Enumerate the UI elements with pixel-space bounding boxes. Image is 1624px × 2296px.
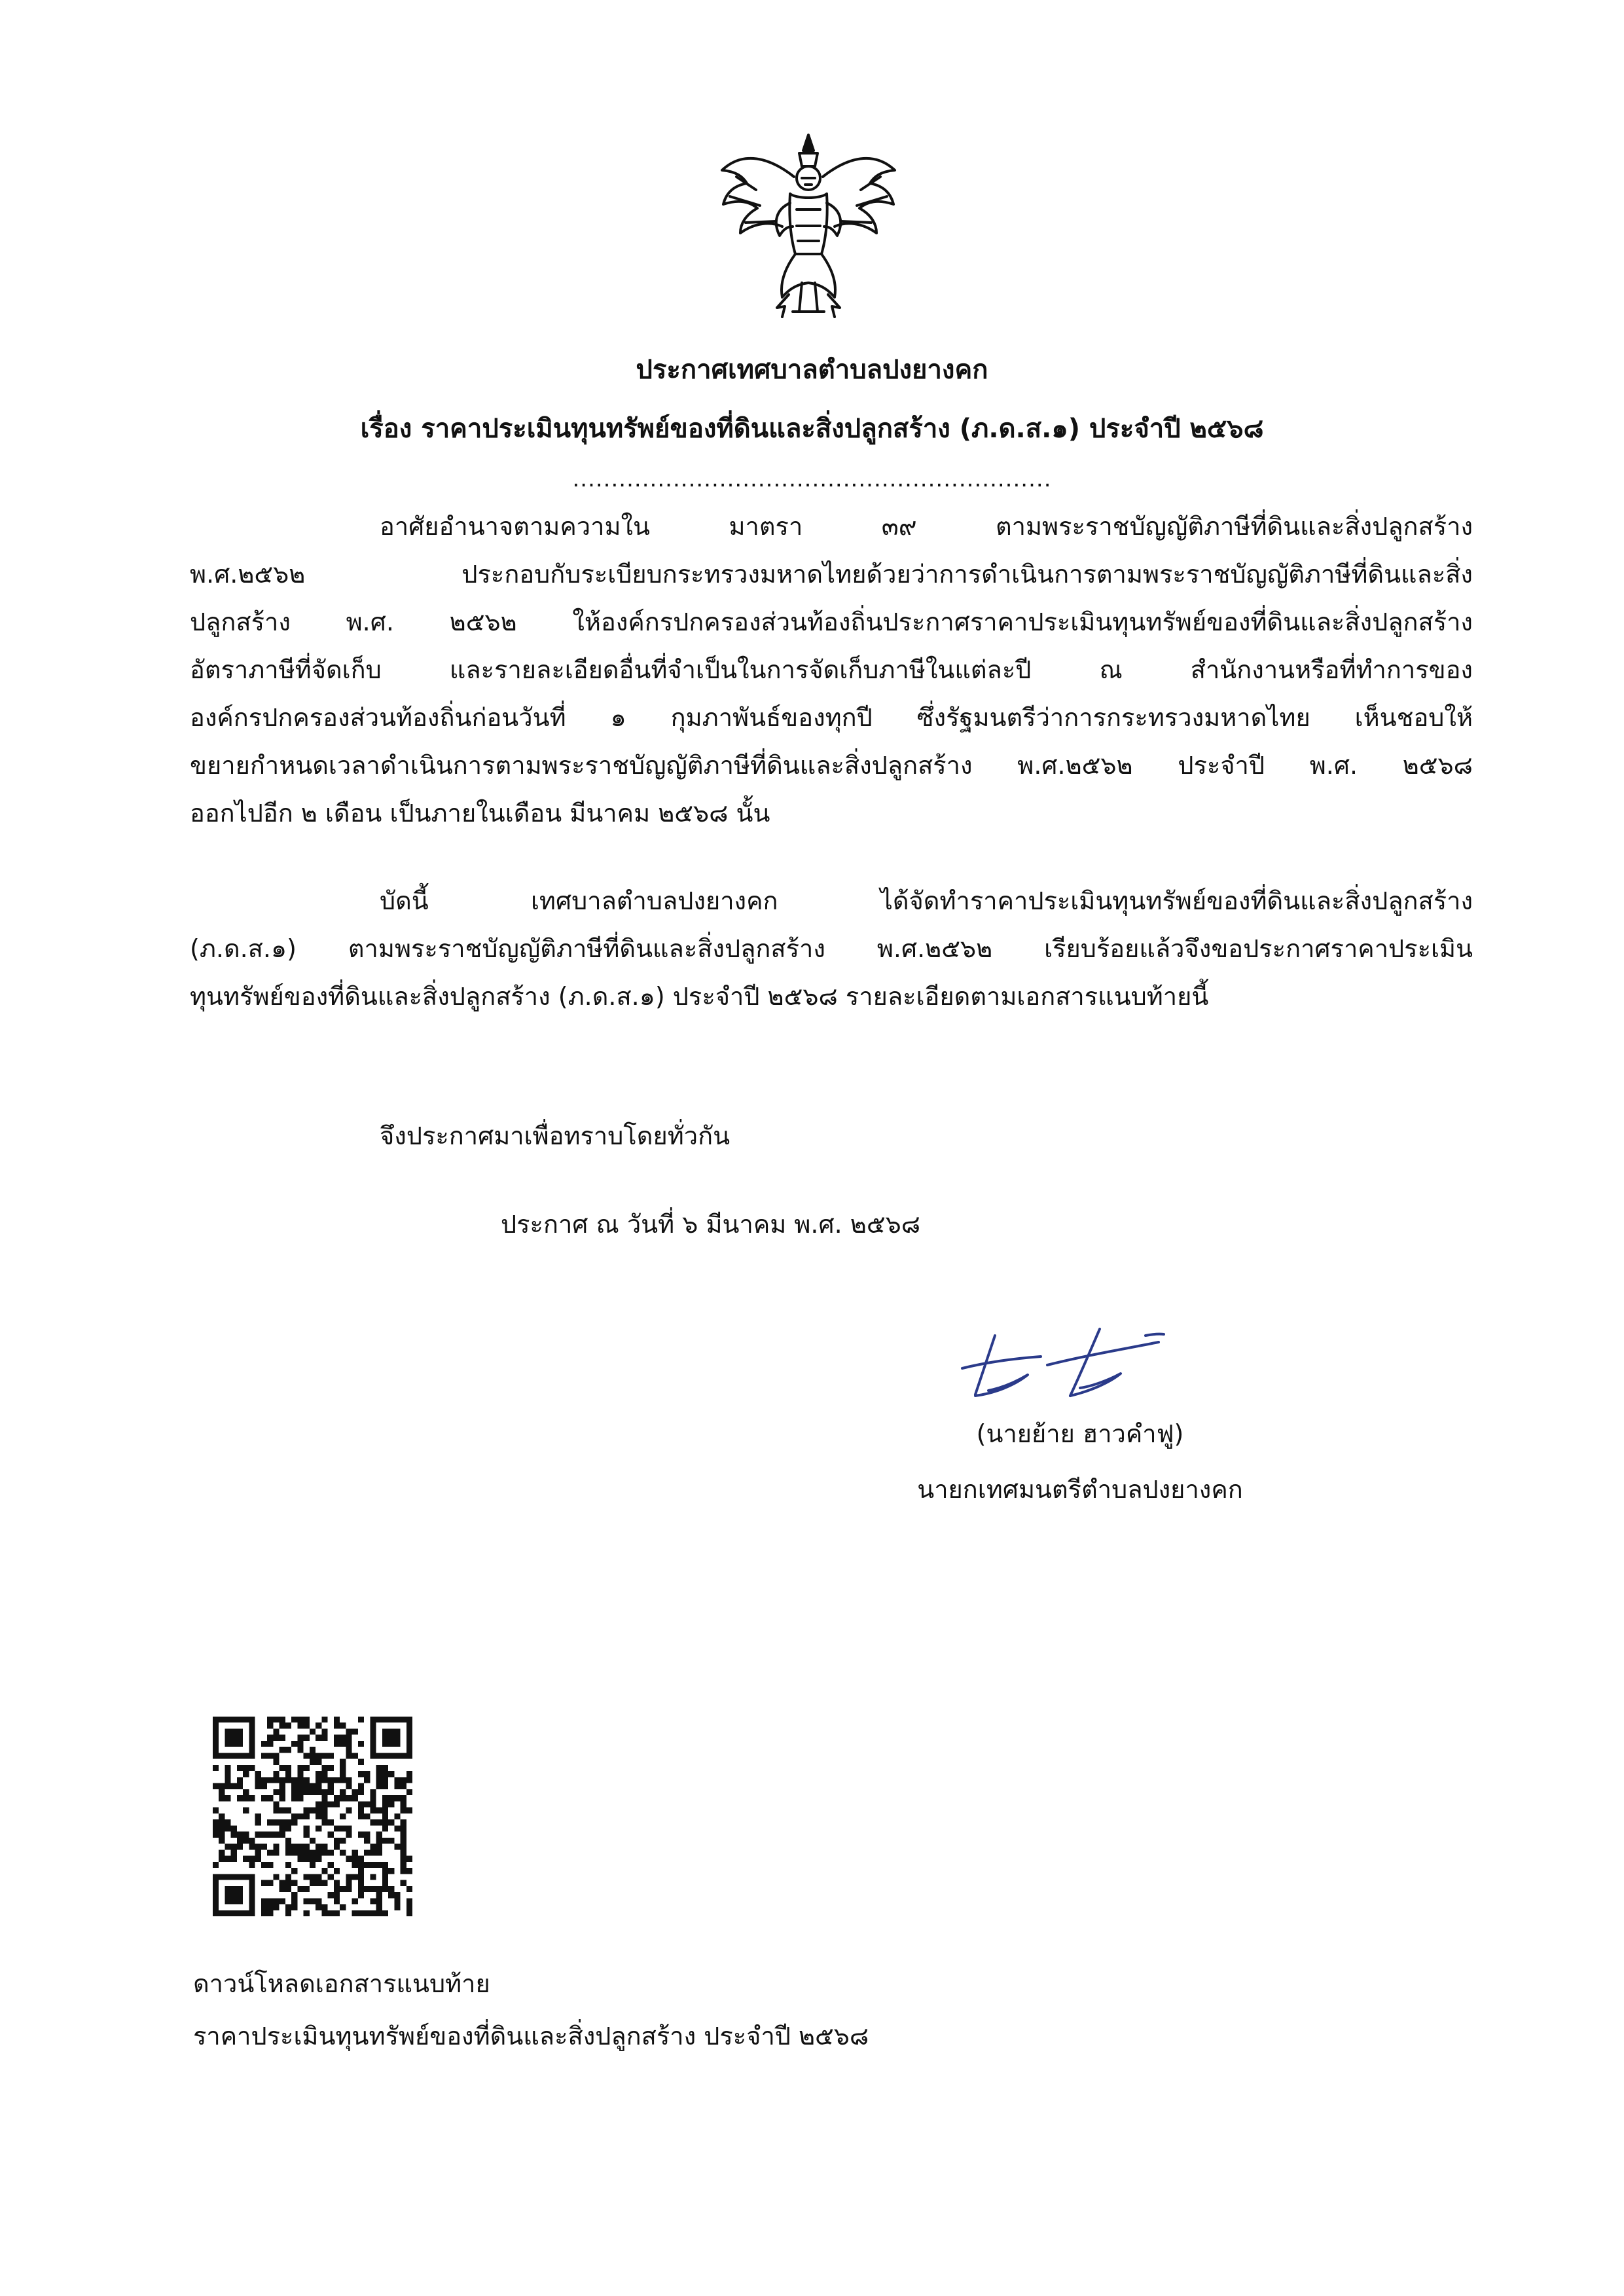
qr-code[interactable] [213,1717,412,1916]
paragraph-line: อาศัยอำนาจตามความใน มาตรา ๓๙ ตามพระราชบัญญัติภาษีที่ดินและสิ่งปลูกสร้าง [380,512,1473,541]
paragraph-announcement [190,877,1473,1021]
announcement-date: ประกาศ ณ วันที่ ๖ มีนาคม พ.ศ. ๒๕๖๘ [501,1210,921,1239]
garuda-emblem-icon [717,131,900,321]
paragraph-line: บัดนี้ เทศบาลตำบลปงยางคก ได้จัดทำราคาประเมินทุนทรัพย์ของที่ดินและสิ่งปลูกสร้าง [380,886,1473,915]
paragraph-line: ทุนทรัพย์ของที่ดินและสิ่งปลูกสร้าง (ภ.ด.ส.๑) ประจำปี ๒๕๖๘ รายละเอียดตามเอกสารแนบท้ายนี้ [190,982,1209,1011]
download-section [193,1958,869,2062]
signer-name: (นายย้าย ฮาวคำฟู) [976,1419,1184,1448]
signer-title: นายกเทศมนตรีตำบลปงยางคก [917,1475,1243,1504]
paragraph-line: (ภ.ด.ส.๑) ตามพระราชบัญญัติภาษีที่ดินและสิ่งปลูกสร้าง พ.ศ.๒๕๖๒ เรียบร้อยแล้วจึงขอประกาศราคาประเมิน [190,934,1473,963]
handwritten-signature [949,1322,1185,1414]
download-description: ราคาประเมินทุนทรัพย์ของที่ดินและสิ่งปลูกสร้าง ประจำปี ๒๕๖๘ [193,2022,869,2050]
closing-statement: จึงประกาศมาเพื่อทราบโดยทั่วกัน [380,1121,731,1150]
paragraph-line: อัตราภาษีที่จัดเก็บ และรายละเอียดอื่นที่จำเป็นในการจัดเก็บภาษีในแต่ละปี ณ สำนักงานหรือที่ทำการของ [190,655,1473,684]
paragraph-authority [190,503,1473,837]
paragraph-line: องค์กรปกครองส่วนท้องถิ่นก่อนวันที่ ๑ กุมภาพันธ์ของทุกปี ซึ่งรัฐมนตรีว่าการกระทรวงมหาดไทย เห็นชอบให้ [190,703,1473,732]
announcement-title: ประกาศเทศบาลตำบลปงยางคก [636,355,988,385]
download-label: ดาวน์โหลดเอกสารแนบท้าย [193,1969,490,1998]
paragraph-line: ปลูกสร้าง พ.ศ. ๒๕๖๒ ให้องค์กรปกครองส่วนท้องถิ่นประกาศราคาประเมินทุนทรัพย์ของที่ดินและสิ่งปลูกสร้าง [190,608,1473,636]
paragraph-line: พ.ศ.๒๕๖๒ ประกอบกับระเบียบกระทรวงมหาดไทยด้วยว่าการดำเนินการตามพระราชบัญญัติภาษีที่ดินและสิ่ง [190,560,1473,589]
paragraph-line: ขยายกำหนดเวลาดำเนินการตามพระราชบัญญัติภาษีที่ดินและสิ่งปลูกสร้าง พ.ศ.๒๕๖๒ ประจำปี พ.ศ. ๒๕๖๘ [190,751,1473,780]
title-separator: .............................................................. [572,466,1052,492]
paragraph-line: ออกไปอีก ๒ เดือน เป็นภายในเดือน มีนาคม ๒๕๖๘ นั้น [190,799,770,828]
announcement-subject: เรื่อง ราคาประเมินทุนทรัพย์ของที่ดินและสิ่งปลูกสร้าง (ภ.ด.ส.๑) ประจำปี ๒๕๖๘ [360,414,1264,444]
